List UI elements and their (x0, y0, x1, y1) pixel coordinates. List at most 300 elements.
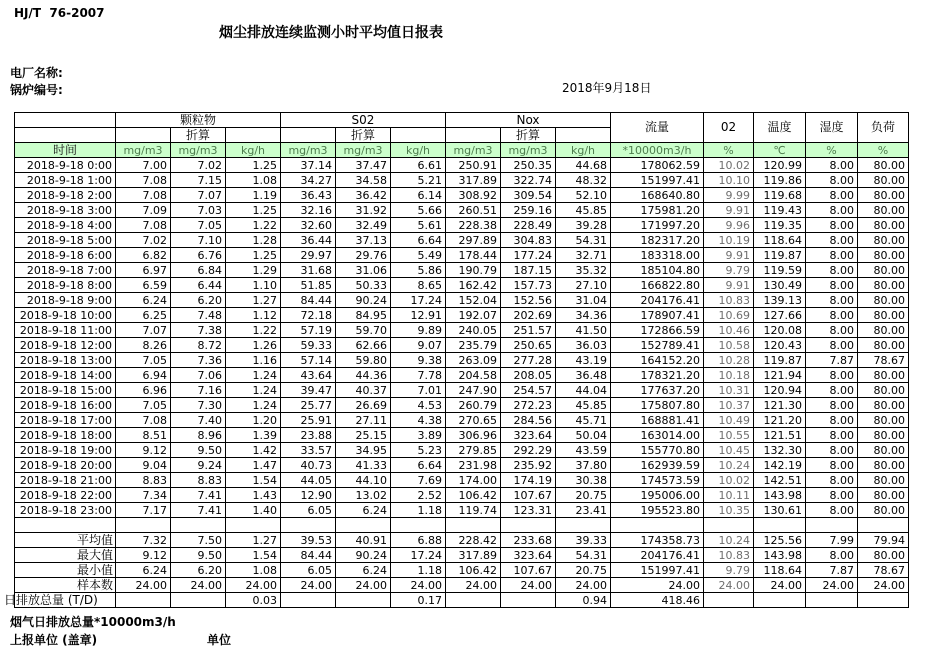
cell: 119.86 (754, 173, 806, 188)
cell: 9.04 (116, 458, 171, 473)
cell: 78.67 (858, 353, 909, 368)
cell: 43.59 (556, 443, 611, 458)
cell: 31.04 (556, 293, 611, 308)
cell: 187.15 (501, 263, 556, 278)
cell: 13.02 (336, 488, 391, 503)
cell: 80.00 (858, 173, 909, 188)
cell: 23.41 (556, 503, 611, 518)
cell: 90.24 (336, 293, 391, 308)
cell: 9.38 (391, 353, 446, 368)
cell: 10.10 (704, 173, 754, 188)
table-row (15, 428, 909, 443)
cell: 6.61 (391, 158, 446, 173)
row-label: 2018-9-18 9:00 (15, 293, 116, 308)
cell: 259.16 (501, 203, 556, 218)
cell: 9.99 (704, 188, 754, 203)
cell: 1.08 (226, 563, 281, 578)
empty-cell (15, 113, 116, 128)
row-label: 2018-9-18 7:00 (15, 263, 116, 278)
row-label: 2018-9-18 23:00 (15, 503, 116, 518)
cell: 195006.00 (611, 488, 704, 503)
cell: 1.08 (226, 173, 281, 188)
cell (391, 518, 446, 533)
cell: 143.98 (754, 548, 806, 563)
cell: 151997.41 (611, 563, 704, 578)
cell (501, 593, 556, 608)
cell: 79.94 (858, 533, 909, 548)
cell: 6.84 (171, 263, 226, 278)
cell: 10.45 (704, 443, 754, 458)
cell: 119.68 (754, 188, 806, 203)
cell (281, 593, 336, 608)
cell: 34.36 (556, 308, 611, 323)
report-date: 2018年9月18日 (562, 81, 652, 95)
row-label: 2018-9-18 15:00 (15, 383, 116, 398)
cell (806, 518, 858, 533)
cell: 12.91 (391, 308, 446, 323)
cell: 36.42 (336, 188, 391, 203)
row-label: 2018-9-18 2:00 (15, 188, 116, 203)
cell: 54.31 (556, 233, 611, 248)
cell: 120.99 (754, 158, 806, 173)
cell: 44.68 (556, 158, 611, 173)
cell: 190.79 (446, 263, 501, 278)
cell: 231.98 (446, 458, 501, 473)
cell: 143.98 (754, 488, 806, 503)
cell: 6.96 (116, 383, 171, 398)
row-label: 日排放总量 (T/D) (15, 593, 116, 608)
cell: 48.32 (556, 173, 611, 188)
cell: 3.89 (391, 428, 446, 443)
cell: 24.00 (704, 578, 754, 593)
col-group-humidity: 湿度 (806, 113, 858, 143)
cell: 8.96 (171, 428, 226, 443)
cell: 29.97 (281, 248, 336, 263)
cell: 27.10 (556, 278, 611, 293)
summary-rows (4, 518, 909, 608)
cell: 119.87 (754, 248, 806, 263)
cell: 8.00 (806, 233, 858, 248)
cell (281, 518, 336, 533)
cell: 84.44 (281, 548, 336, 563)
cell: 72.18 (281, 308, 336, 323)
cell: 80.00 (858, 218, 909, 233)
cell: 8.00 (806, 188, 858, 203)
reporting-unit-label: 上报单位 (盖章) (10, 633, 98, 647)
cell: 17.24 (391, 293, 446, 308)
cell: 8.00 (806, 443, 858, 458)
cell: 5.49 (391, 248, 446, 263)
cell: 8.00 (806, 203, 858, 218)
cell: 107.67 (501, 563, 556, 578)
cell: 152.56 (501, 293, 556, 308)
row-label: 2018-9-18 17:00 (15, 413, 116, 428)
cell (754, 518, 806, 533)
col-group-load: 负荷 (858, 113, 909, 143)
cell: 36.48 (556, 368, 611, 383)
cell: 7.36 (171, 353, 226, 368)
col-group-o2: 02 (704, 113, 754, 143)
cell: 2.52 (391, 488, 446, 503)
row-label: 2018-9-18 1:00 (15, 173, 116, 188)
cell: 9.50 (171, 548, 226, 563)
cell: 10.31 (704, 383, 754, 398)
unit-celsius: ℃ (754, 143, 806, 158)
cell: 80.00 (858, 473, 909, 488)
unit-kgh: kg/h (556, 143, 611, 158)
cell: 6.24 (336, 503, 391, 518)
row-label: 2018-9-18 12:00 (15, 338, 116, 353)
cell: 9.12 (116, 443, 171, 458)
cell (336, 518, 391, 533)
cell: 130.61 (754, 503, 806, 518)
cell: 119.43 (754, 203, 806, 218)
cell (446, 518, 501, 533)
cell: 27.11 (336, 413, 391, 428)
cell: 168881.41 (611, 413, 704, 428)
cell: 7.02 (171, 158, 226, 173)
cell: 119.87 (754, 353, 806, 368)
cell: 7.30 (171, 398, 226, 413)
cell: 59.33 (281, 338, 336, 353)
cell: 185104.80 (611, 263, 704, 278)
empty-cell (391, 128, 446, 143)
cell: 8.00 (806, 398, 858, 413)
cell: 7.17 (116, 503, 171, 518)
cell: 228.42 (446, 533, 501, 548)
cell: 8.51 (116, 428, 171, 443)
cell: 84.95 (336, 308, 391, 323)
cell: 118.64 (754, 233, 806, 248)
cell: 20.75 (556, 488, 611, 503)
col-group-so2: S02 (281, 113, 446, 128)
cell (501, 518, 556, 533)
cell: 292.29 (501, 443, 556, 458)
cell: 9.24 (171, 458, 226, 473)
cell: 24.00 (611, 578, 704, 593)
cell: 1.16 (226, 353, 281, 368)
cell: 24.00 (226, 578, 281, 593)
cell: 174.00 (446, 473, 501, 488)
cell: 44.05 (281, 473, 336, 488)
cell: 62.66 (336, 338, 391, 353)
row-label: 最小值 (15, 563, 116, 578)
cell: 317.89 (446, 548, 501, 563)
cell: 1.25 (226, 203, 281, 218)
data-rows (15, 158, 909, 518)
group-header-row (15, 113, 909, 128)
cell: 80.00 (858, 368, 909, 383)
cell: 24.00 (171, 578, 226, 593)
cell (806, 593, 858, 608)
cell: 1.25 (226, 248, 281, 263)
cell: 7.34 (116, 488, 171, 503)
cell: 7.07 (171, 188, 226, 203)
cell: 175981.20 (611, 203, 704, 218)
summary-row (15, 533, 909, 548)
cell: 7.69 (391, 473, 446, 488)
cell: 8.00 (806, 338, 858, 353)
cell: 8.00 (806, 248, 858, 263)
row-label: 2018-9-18 5:00 (15, 233, 116, 248)
cell: 7.00 (116, 158, 171, 173)
cell: 6.64 (391, 233, 446, 248)
col-group-pm: 颗粒物 (116, 113, 281, 128)
cell: 182317.20 (611, 233, 704, 248)
cell: 284.56 (501, 413, 556, 428)
row-label: 2018-9-18 8:00 (15, 278, 116, 293)
cell (336, 593, 391, 608)
cell: 152789.41 (611, 338, 704, 353)
cell: 24.00 (336, 578, 391, 593)
cell: 43.19 (556, 353, 611, 368)
cell: 8.00 (806, 428, 858, 443)
cell: 7.16 (171, 383, 226, 398)
row-label: 平均值 (15, 533, 116, 548)
col-group-nox: Nox (446, 113, 611, 128)
cell: 7.32 (116, 533, 171, 548)
table-row (15, 338, 909, 353)
cell: 1.27 (226, 533, 281, 548)
flue-gas-total-note: 烟气日排放总量*10000m3/h (10, 615, 176, 629)
page-title: 烟尘排放连续监测小时平均值日报表 (219, 25, 443, 41)
cell: 50.33 (336, 278, 391, 293)
cell: 7.15 (171, 173, 226, 188)
row-label: 2018-9-18 20:00 (15, 458, 116, 473)
cell (704, 593, 754, 608)
cell (171, 593, 226, 608)
cell (704, 518, 754, 533)
col-group-temperature: 温度 (754, 113, 806, 143)
cell: 1.22 (226, 218, 281, 233)
cell: 7.05 (116, 353, 171, 368)
cell: 8.00 (806, 278, 858, 293)
cell: 24.00 (806, 578, 858, 593)
cell: 178.44 (446, 248, 501, 263)
cell: 6.20 (171, 563, 226, 578)
cell: 17.24 (391, 548, 446, 563)
cell: 130.49 (754, 278, 806, 293)
cell: 23.88 (281, 428, 336, 443)
cell: 80.00 (858, 233, 909, 248)
cell: 54.31 (556, 548, 611, 563)
cell: 6.24 (116, 563, 171, 578)
cell: 50.04 (556, 428, 611, 443)
cell: 309.54 (501, 188, 556, 203)
cell: 10.35 (704, 503, 754, 518)
empty-cell (226, 128, 281, 143)
cell: 45.85 (556, 203, 611, 218)
cell: 80.00 (858, 398, 909, 413)
cell: 10.83 (704, 293, 754, 308)
cell: 1.27 (226, 293, 281, 308)
cell: 8.00 (806, 488, 858, 503)
row-label: 2018-9-18 6:00 (15, 248, 116, 263)
cell: 260.51 (446, 203, 501, 218)
cell: 418.46 (611, 593, 704, 608)
cell: 10.55 (704, 428, 754, 443)
table-row (15, 188, 909, 203)
cell: 1.25 (226, 158, 281, 173)
cell: 8.00 (806, 413, 858, 428)
cell: 6.24 (336, 563, 391, 578)
cell: 80.00 (858, 188, 909, 203)
cell: 34.58 (336, 173, 391, 188)
cell: 80.00 (858, 338, 909, 353)
cell: 7.38 (171, 323, 226, 338)
cell: 7.02 (116, 233, 171, 248)
cell: 6.64 (391, 458, 446, 473)
cell: 304.83 (501, 233, 556, 248)
unit-percent: % (858, 143, 909, 158)
cell: 1.18 (391, 503, 446, 518)
cell: 39.28 (556, 218, 611, 233)
cell: 250.91 (446, 158, 501, 173)
cell: 8.00 (806, 548, 858, 563)
cell: 32.49 (336, 218, 391, 233)
cell: 8.00 (806, 368, 858, 383)
cell: 125.56 (754, 533, 806, 548)
cell: 247.90 (446, 383, 501, 398)
cell: 80.00 (858, 548, 909, 563)
cell: 1.22 (226, 323, 281, 338)
cell: 195523.80 (611, 503, 704, 518)
cell: 1.10 (226, 278, 281, 293)
empty-cell (116, 128, 171, 143)
cell: 6.14 (391, 188, 446, 203)
table-row (15, 263, 909, 278)
cell: 7.08 (116, 218, 171, 233)
cell: 36.44 (281, 233, 336, 248)
row-label: 2018-9-18 19:00 (15, 443, 116, 458)
cell: 6.05 (281, 563, 336, 578)
cell: 162.42 (446, 278, 501, 293)
cell: 34.95 (336, 443, 391, 458)
cell: 39.33 (556, 533, 611, 548)
cell: 24.00 (754, 578, 806, 593)
cell: 279.85 (446, 443, 501, 458)
cell: 106.42 (446, 488, 501, 503)
cell (116, 593, 171, 608)
cell: 172866.59 (611, 323, 704, 338)
cell: 204176.41 (611, 293, 704, 308)
cell: 7.99 (806, 533, 858, 548)
summary-row (15, 548, 909, 563)
cell: 7.08 (116, 188, 171, 203)
row-label: 2018-9-18 11:00 (15, 323, 116, 338)
cell: 0.03 (226, 593, 281, 608)
cell: 7.08 (116, 413, 171, 428)
cell (171, 518, 226, 533)
units-header-row (15, 143, 909, 158)
cell: 174358.73 (611, 533, 704, 548)
cell: 0.94 (556, 593, 611, 608)
cell: 306.96 (446, 428, 501, 443)
cell: 202.69 (501, 308, 556, 323)
cell: 323.64 (501, 428, 556, 443)
cell: 121.51 (754, 428, 806, 443)
cell: 9.91 (704, 248, 754, 263)
cell: 157.73 (501, 278, 556, 293)
cell: 8.00 (806, 308, 858, 323)
cell: 183318.00 (611, 248, 704, 263)
cell: 8.00 (806, 383, 858, 398)
empty-cell (15, 128, 116, 143)
cell: 1.42 (226, 443, 281, 458)
cell: 80.00 (858, 488, 909, 503)
cell: 80.00 (858, 428, 909, 443)
cell: 8.83 (116, 473, 171, 488)
cell: 57.19 (281, 323, 336, 338)
cell: 251.57 (501, 323, 556, 338)
cell: 120.43 (754, 338, 806, 353)
cell: 119.59 (754, 263, 806, 278)
cell: 228.38 (446, 218, 501, 233)
row-label: 2018-9-18 10:00 (15, 308, 116, 323)
cell: 323.64 (501, 548, 556, 563)
unit-kgh: kg/h (391, 143, 446, 158)
time-column-header: 时间 (15, 143, 116, 158)
cell: 1.24 (226, 368, 281, 383)
cell: 24.00 (391, 578, 446, 593)
cell: 260.79 (446, 398, 501, 413)
table-row (15, 218, 909, 233)
cell: 8.65 (391, 278, 446, 293)
cell: 1.19 (226, 188, 281, 203)
cell: 163014.00 (611, 428, 704, 443)
cell (226, 518, 281, 533)
cell: 8.00 (806, 473, 858, 488)
cell: 166822.80 (611, 278, 704, 293)
cell: 26.69 (336, 398, 391, 413)
cell: 10.37 (704, 398, 754, 413)
summary-row (15, 578, 909, 593)
cell: 84.44 (281, 293, 336, 308)
cell: 127.66 (754, 308, 806, 323)
report-table (4, 112, 909, 608)
cell: 7.50 (171, 533, 226, 548)
cell: 52.10 (556, 188, 611, 203)
cell: 322.74 (501, 173, 556, 188)
cell: 250.35 (501, 158, 556, 173)
row-label: 2018-9-18 4:00 (15, 218, 116, 233)
cell: 1.47 (226, 458, 281, 473)
cell: 6.20 (171, 293, 226, 308)
cell: 250.65 (501, 338, 556, 353)
cell: 270.65 (446, 413, 501, 428)
cell: 7.41 (171, 488, 226, 503)
cell: 7.48 (171, 308, 226, 323)
cell: 7.09 (116, 203, 171, 218)
cell: 36.43 (281, 188, 336, 203)
cell: 7.05 (116, 398, 171, 413)
cell: 168640.80 (611, 188, 704, 203)
cell: 171997.20 (611, 218, 704, 233)
cell: 10.28 (704, 353, 754, 368)
row-label: 2018-9-18 22:00 (15, 488, 116, 503)
cell: 25.15 (336, 428, 391, 443)
cell: 8.26 (116, 338, 171, 353)
cell: 120.94 (754, 383, 806, 398)
cell: 139.13 (754, 293, 806, 308)
table-row (15, 293, 909, 308)
cell: 10.83 (704, 548, 754, 563)
table-row (15, 308, 909, 323)
cell: 228.49 (501, 218, 556, 233)
cell: 9.96 (704, 218, 754, 233)
cell: 80.00 (858, 263, 909, 278)
cell: 31.92 (336, 203, 391, 218)
